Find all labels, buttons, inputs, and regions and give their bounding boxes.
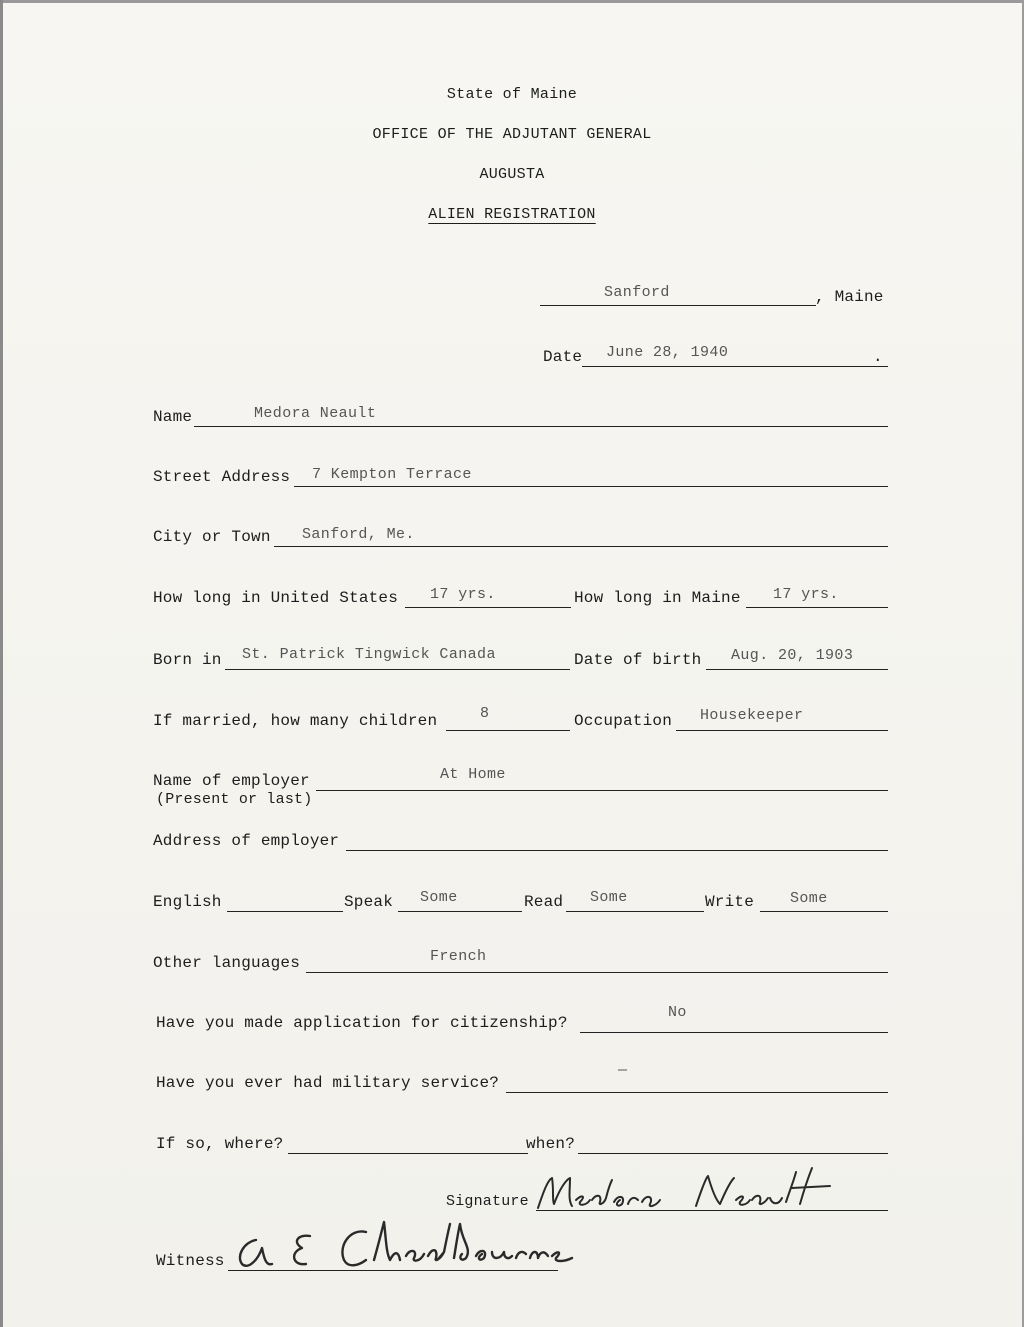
- children-label: If married, how many children: [153, 712, 438, 730]
- other-languages-label: Other languages: [153, 954, 301, 972]
- write-line: [760, 911, 888, 912]
- how-long-maine-value: 17 yrs.: [773, 586, 839, 603]
- witness-label: Witness: [156, 1252, 225, 1270]
- employer-name-line: [316, 790, 888, 791]
- military-value: —: [618, 1062, 628, 1079]
- signature-label: Signature: [446, 1193, 529, 1210]
- header-state: State of Maine: [446, 86, 578, 103]
- date-line: [582, 366, 888, 367]
- occupation-line: [676, 730, 888, 731]
- how-long-us-value: 17 yrs.: [430, 586, 496, 603]
- when-label: when?: [526, 1135, 576, 1153]
- how-long-maine-label: How long in Maine: [574, 589, 741, 607]
- speak-value: Some: [420, 889, 458, 906]
- header-office: OFFICE OF THE ADJUTANT GENERAL: [372, 126, 652, 143]
- form-title: ALIEN REGISTRATION: [428, 206, 596, 223]
- how-long-maine-line: [746, 607, 888, 608]
- employer-address-line: [346, 850, 888, 851]
- witness-handwriting: [226, 1212, 576, 1282]
- employer-name-label: Name of employer: [153, 772, 310, 790]
- place-value: Sanford: [604, 284, 670, 301]
- signature-handwriting: [530, 1160, 850, 1220]
- citizenship-line: [580, 1032, 888, 1033]
- employer-name-sublabel: (Present or last): [156, 791, 313, 808]
- employer-address-label: Address of employer: [153, 832, 340, 850]
- speak-line: [398, 911, 522, 912]
- born-in-value: St. Patrick Tingwick Canada: [242, 646, 496, 663]
- street-address-label: Street Address: [153, 468, 291, 486]
- street-address-value: 7 Kempton Terrace: [312, 466, 472, 483]
- city-line: [274, 546, 888, 547]
- date-value: June 28, 1940: [606, 344, 729, 361]
- date-of-birth-label: Date of birth: [574, 651, 702, 669]
- read-line: [566, 911, 704, 912]
- children-line: [446, 730, 570, 731]
- read-value: Some: [590, 889, 628, 906]
- other-languages-line: [306, 972, 888, 973]
- how-long-us-label: How long in United States: [153, 589, 399, 607]
- name-label: Name: [153, 408, 193, 426]
- date-label: Date: [543, 348, 583, 366]
- children-value: 8: [480, 705, 490, 722]
- military-label: Have you ever had military service?: [156, 1074, 500, 1092]
- name-value: Medora Neault: [254, 405, 377, 422]
- date-end-period: .: [873, 348, 883, 366]
- english-label: English: [153, 893, 222, 911]
- date-of-birth-line: [706, 669, 888, 670]
- born-in-line: [225, 669, 570, 670]
- citizenship-value: No: [668, 1004, 687, 1021]
- place-suffix: , Maine: [815, 288, 884, 306]
- write-label: Write: [705, 893, 755, 911]
- speak-label: Speak: [344, 893, 394, 911]
- when-line: [578, 1153, 888, 1154]
- name-line: [194, 426, 888, 427]
- page-edge-left: [0, 0, 3, 1327]
- other-languages-value: French: [430, 948, 487, 965]
- occupation-label: Occupation: [574, 712, 673, 730]
- place-line: [540, 305, 816, 306]
- employer-name-value: At Home: [440, 766, 506, 783]
- street-address-line: [294, 486, 888, 487]
- english-line: [227, 911, 343, 912]
- if-so-where-label: If so, where?: [156, 1135, 284, 1153]
- occupation-value: Housekeeper: [700, 707, 804, 724]
- citizenship-label: Have you made application for citizenship?: [156, 1014, 568, 1032]
- city-label: City or Town: [153, 528, 271, 546]
- write-value: Some: [790, 890, 828, 907]
- how-long-us-line: [405, 607, 571, 608]
- date-of-birth-value: Aug. 20, 1903: [731, 647, 854, 664]
- military-line: [506, 1092, 888, 1093]
- if-so-where-line: [288, 1153, 528, 1154]
- read-label: Read: [524, 893, 564, 911]
- born-in-label: Born in: [153, 651, 222, 669]
- city-value: Sanford, Me.: [302, 526, 415, 543]
- page-edge-top: [0, 0, 1024, 3]
- header-city: AUGUSTA: [479, 166, 545, 183]
